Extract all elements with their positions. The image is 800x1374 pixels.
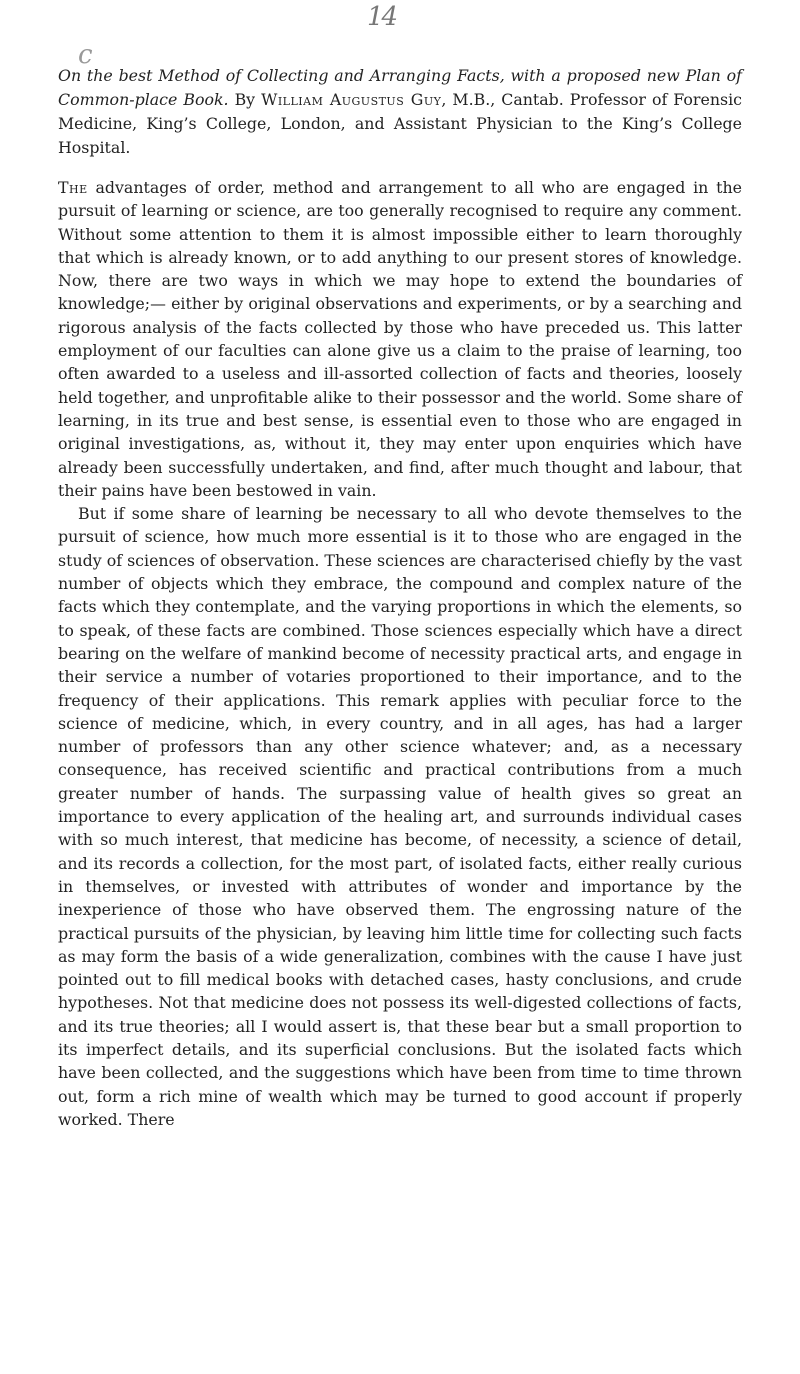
paragraph-1-lead: The	[58, 178, 88, 197]
margin-mark: c	[78, 40, 93, 70]
paragraph-1	[58, 176, 742, 502]
article-title: On the best Method of Collecting and Arranging Facts, with a proposed new Plan of Common-place Book.	[58, 66, 742, 109]
byline-by: By	[228, 90, 262, 109]
author-name: William Augustus Guy	[261, 90, 442, 109]
article-heading	[58, 64, 742, 160]
author-credentials: , M.B., Cantab. Professor of Forensic Medicine, King’s College, London, and Assistant Physician to the King’s College Hospital.	[58, 90, 742, 157]
page-body	[58, 64, 742, 1131]
folio-number: 14	[367, 2, 397, 32]
paragraph-2: But if some share of learning be necessary to all who devote themselves to the pursuit of science, how much more essential is it to those who are engaged in the study of sciences of observation. These sciences are characterised chiefly by the vast number of objects which they embrace, the compound and complex nature of the facts which they contemplate, and the varying proportions in which the elements, so to speak, of these facts are combined. Those sciences especially which have a direct bearing on the welfare of mankind become of necessity practical arts, and engage in their service a number of votaries proportioned to their importance, and to the frequency of their applications. This remark applies with peculiar force to the science of medicine, which, in every country, and in all ages, has had a larger number of professors than any other science whatever; and, as a necessary consequence, has received scientific and practical contributions from a much greater number of hands. The surpassing value of health gives so great an importance to every application of the healing art, and surrounds individual cases with so much interest, that medicine has become, of necessity, a science of detail, and its records a collection, for the most part, of isolated facts, either really curious in themselves, or invested with attributes of wonder and importance by the inexperience of those who have observed them. The engrossing nature of the practical pursuits of the physician, by leaving him little time for collecting such facts as may form the basis of a wide generalization, combines with the cause I have just pointed out to fill medical books with detached cases, hasty conclusions, and crude hypotheses. Not that medicine does not possess its well-digested collections of facts, and its true theories; all I would assert is, that these bear but a small proportion to its imperfect details, and its superficial conclusions. But the isolated facts which have been collected, and the suggestions which have been from time to time thrown out, form a rich mine of wealth which may be turned to good account if properly worked. There	[58, 504, 742, 1129]
paragraph-1-text: advantages of order, method and arrangement to all who are engaged in the pursuit of learning or science, are too generally recognised to require any comment. Without some attention to them it is almost impossible either to learn thoroughly that which is already known, or to add anything to our present stores of knowledge. Now, there are two ways in which we may hope to extend the boundaries of knowledge;— either by original observations and experiments, or by a searching and rigorous analysis of the facts collected by those who have preceded us. This latter employment of our faculties can alone give us a claim to the praise of learning, too often awarded to a useless and ill-assorted collection of facts and theories, loosely held together, and unprofitable alike to their possessor and the world. Some share of learning, in its true and best sense, is essential even to those who are engaged in original investigations, as, without it, they may enter upon enquiries which have already been successfully undertaken, and find, after much thought and labour, that their pains have been bestowed in vain.	[58, 178, 742, 500]
